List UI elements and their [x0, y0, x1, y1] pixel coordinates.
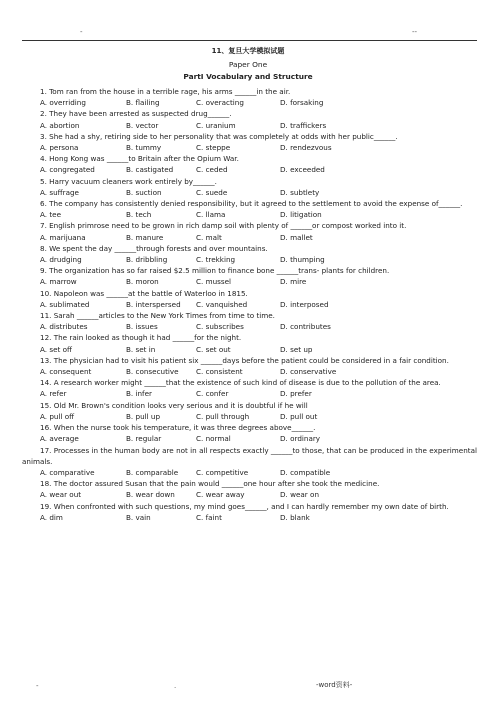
answer-option: D. traffickers	[280, 120, 327, 130]
answer-option: B. comparable	[126, 467, 179, 477]
question-text: 12. The rain looked as though it had ______for the night.	[40, 333, 242, 343]
answer-option: C. set out	[196, 344, 231, 354]
answer-option: C. wear away	[196, 490, 245, 500]
answer-option: A. marrow	[40, 277, 77, 287]
answer-option: C. trekking	[196, 255, 236, 265]
question-options	[22, 512, 477, 523]
footer-left-mark: -	[36, 682, 39, 690]
answer-option: D. thumping	[280, 255, 325, 265]
answer-option: C. overacting	[196, 98, 244, 108]
answer-option: D. conservative	[280, 367, 337, 377]
answer-option: B. wear down	[126, 490, 175, 500]
question-options	[22, 467, 477, 478]
answer-option: D. litigation	[280, 210, 322, 220]
answer-option: D. exceeded	[280, 165, 325, 175]
question-options	[22, 388, 477, 399]
answer-option: D. contributes	[280, 322, 331, 332]
question-options	[22, 97, 477, 108]
question-options	[22, 299, 477, 310]
answer-option: B. set in	[126, 344, 156, 354]
question-text: 13. The physician had to visit his patient six ______days before the patient could be considered in a fair condition.	[40, 355, 449, 365]
answer-option: B. manure	[126, 232, 164, 242]
question-text: 16. When the nurse took his temperature, it was three degrees above______.	[40, 423, 316, 433]
question-options	[22, 344, 477, 355]
answer-option: B. interspersed	[126, 299, 181, 309]
answer-option: A. suffrage	[40, 187, 79, 197]
answer-option: A. abortion	[40, 120, 80, 130]
question-options	[22, 209, 477, 220]
answer-option: A. tee	[40, 210, 62, 220]
answer-option: D. interposed	[280, 299, 329, 309]
question-text: 18. The doctor assured Susan that the pain would ______one hour after she took the medicine.	[40, 479, 380, 489]
answer-option: B. moron	[126, 277, 159, 287]
question-options	[22, 164, 477, 175]
question-text: 17. Processes in the human body are not in all respects exactly ______to those, that can be produced in the experimental animals.	[22, 445, 477, 466]
question-text: 7. English primrose need to be grown in rich damp soil with plenty of ______or compost worked into it.	[40, 221, 407, 231]
answer-option: B. suction	[126, 187, 162, 197]
answer-option: D. mire	[280, 277, 307, 287]
answer-option: B. castigated	[126, 165, 174, 175]
question-text: 15. Old Mr. Brown's condition looks very serious and it is doubtful if he will	[40, 400, 308, 410]
answer-option: C. llama	[196, 210, 226, 220]
answer-option: C. malt	[196, 232, 222, 242]
answer-option: A. sublimated	[40, 299, 90, 309]
answer-option: C. normal	[196, 434, 231, 444]
question-options	[22, 187, 477, 198]
question-text: 6. The company has consistently denied responsibility, but it agreed to the settlement to avoid the expense of______.	[40, 199, 463, 209]
question-options	[22, 366, 477, 377]
question-text: 10. Napoleon was ______at the battle of Waterloo in 1815.	[40, 288, 248, 298]
answer-option: A. wear out	[40, 490, 82, 500]
question-options	[22, 489, 477, 500]
answer-option: A. marijuana	[40, 232, 86, 242]
answer-option: C. suede	[196, 187, 228, 197]
question-text: 5. Harry vacuum cleaners work entirely by______.	[40, 176, 217, 186]
answer-option: D. mallet	[280, 232, 313, 242]
question-text: 2. They have been arrested as suspected drug______.	[40, 109, 232, 119]
answer-option: C. competitive	[196, 467, 249, 477]
answer-option: D. subtlety	[280, 187, 320, 197]
answer-option: D. blank	[280, 512, 310, 522]
answer-option: B. infer	[126, 389, 152, 399]
answer-option: B. tech	[126, 210, 152, 220]
question-text: 1. Tom ran from the house in a terrible rage, his arms ______in the air.	[40, 87, 291, 96]
question-text: 4. Hong Kong was ______to Britain after the Opium War.	[40, 154, 239, 164]
answer-option: D. set up	[280, 344, 313, 354]
footer-center-mark: .	[174, 682, 177, 690]
part-heading: PartⅠ Vocabulary and Structure	[183, 72, 313, 81]
answer-option: A. average	[40, 434, 79, 444]
answer-option: A. set off	[40, 344, 72, 354]
question-options	[22, 120, 477, 131]
document-title: 11、复旦大学模拟试题	[211, 47, 285, 55]
answer-option: A. refer	[40, 389, 67, 399]
question-options	[22, 254, 477, 265]
answer-option: C. subscribes	[196, 322, 244, 332]
answer-option: B. tummy	[126, 143, 162, 153]
answer-option: C. steppe	[196, 143, 231, 153]
answer-option: B. flailing	[126, 98, 160, 108]
answer-option: D. rendezvous	[280, 143, 332, 153]
question-options	[22, 433, 477, 444]
answer-option: D. wear on	[280, 490, 320, 500]
answer-option: D. compatible	[280, 467, 331, 477]
answer-option: B. issues	[126, 322, 158, 332]
answer-option: C. vanquished	[196, 299, 248, 309]
answer-option: C. uranium	[196, 120, 236, 130]
question-text: 14. A research worker might ______that the existence of such kind of disease is due to the pollution of the area.	[40, 378, 441, 388]
question-options	[22, 142, 477, 153]
answer-option: D. prefer	[280, 389, 312, 399]
answer-option: A. persona	[40, 143, 79, 153]
answer-option: B. pull up	[126, 411, 161, 421]
question-options	[22, 411, 477, 422]
answer-option: C. ceded	[196, 165, 228, 175]
question-list	[22, 86, 477, 523]
answer-option: A. dim	[40, 512, 63, 522]
question-text: 9. The organization has so far raised $2.5 million to finance bone ______trans- plants for children.	[40, 266, 390, 276]
answer-option: B. regular	[126, 434, 162, 444]
answer-option: C. mussel	[196, 277, 232, 287]
header-right-mark: --	[412, 28, 418, 36]
answer-option: C. faint	[196, 512, 222, 522]
question-options	[22, 232, 477, 243]
question-options	[22, 321, 477, 332]
answer-option: C. pull through	[196, 411, 250, 421]
header-left-mark: -	[80, 28, 83, 36]
footer-source-label: -word资料-	[316, 681, 353, 689]
paper-subtitle: Paper One	[228, 60, 268, 69]
answer-option: A. overriding	[40, 98, 86, 108]
question-options	[22, 276, 477, 287]
answer-option: A. drudging	[40, 255, 82, 265]
question-text: 19. When confronted with such questions, my mind goes______, and I can hardly remember my own date of birth.	[40, 501, 449, 511]
answer-option: A. comparative	[40, 467, 95, 477]
answer-option: D. forsaking	[280, 98, 324, 108]
header-rule	[22, 40, 477, 41]
answer-option: C. consistent	[196, 367, 243, 377]
answer-option: B. dribbling	[126, 255, 168, 265]
question-text: 11. Sarah ______articles to the New York Times from time to time.	[40, 311, 275, 321]
answer-option: D. pull out	[280, 411, 318, 421]
answer-option: B. vain	[126, 512, 151, 522]
question-text: 3. She had a shy, retiring side to her personality that was completely at odds with her public______.	[40, 131, 398, 141]
answer-option: A. pull off	[40, 411, 75, 421]
answer-option: C. confer	[196, 389, 229, 399]
answer-option: A. congregated	[40, 165, 95, 175]
answer-option: D. ordinary	[280, 434, 321, 444]
answer-option: B. consecutive	[126, 367, 179, 377]
answer-option: A. distributes	[40, 322, 88, 332]
answer-option: B. vector	[126, 120, 159, 130]
question-text: 8. We spent the day ______through forests and over mountains.	[40, 243, 268, 253]
answer-option: A. consequent	[40, 367, 92, 377]
